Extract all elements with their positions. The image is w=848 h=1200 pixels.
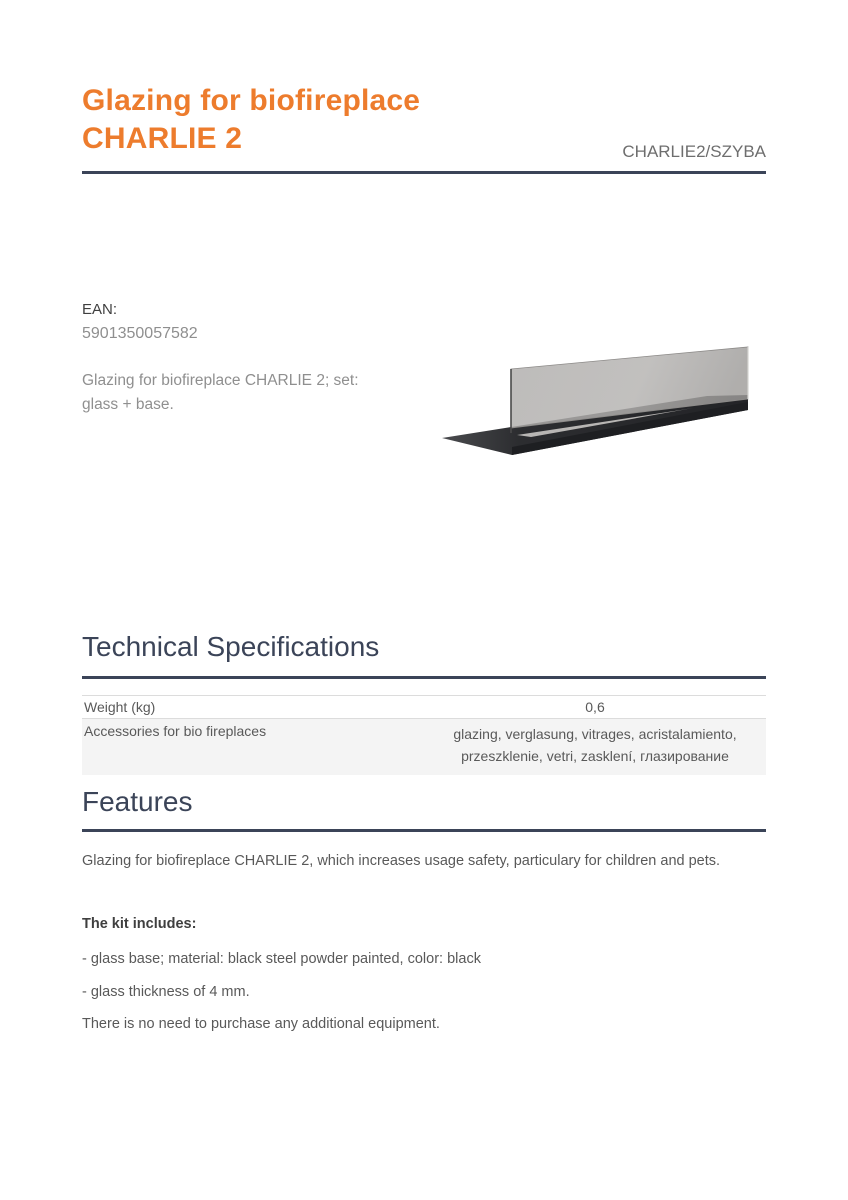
list-item: - glass thickness of 4 mm. <box>82 984 250 1000</box>
table-row <box>82 719 766 775</box>
page-title <box>82 82 420 158</box>
header-divider <box>82 171 766 174</box>
spec-value-accessories: glazing, verglasung, vitrages, acristalamiento, przeszklenie, vetri, zasklení, глазирование <box>453 726 737 764</box>
table-row <box>82 696 766 719</box>
product-description-line1: Glazing for biofireplace CHARLIE 2; set: <box>82 372 359 389</box>
product-short-description <box>82 369 412 417</box>
product-description-line2: glass + base. <box>82 396 174 413</box>
product-sku-code: CHARLIE2/SZYBA <box>622 142 766 161</box>
kit-note-text: There is no need to purchase any additional equipment. <box>82 1016 440 1032</box>
features-intro-text: Glazing for biofireplace CHARLIE 2, which increases usage safety, particulary for children and pets. <box>82 853 721 869</box>
page-title-line2: CHARLIE 2 <box>82 122 243 155</box>
ean-label: EAN: <box>82 301 118 318</box>
spec-table <box>82 695 766 775</box>
glass-panel-on-base-illustration <box>435 333 775 463</box>
features-divider <box>82 829 766 832</box>
spec-value-weight: 0,6 <box>585 699 605 715</box>
product-image <box>435 333 775 463</box>
ean-value: 5901350057582 <box>82 325 198 342</box>
technical-specifications-heading: Technical Specifications <box>82 631 380 662</box>
list-item: - glass base; material: black steel powder painted, color: black <box>82 951 481 967</box>
features-heading: Features <box>82 786 193 817</box>
spec-label-accessories: Accessories for bio fireplaces <box>84 723 267 739</box>
page-title-line1: Glazing for biofireplace <box>82 84 421 117</box>
technical-specifications-divider <box>82 676 766 679</box>
spec-label-weight: Weight (kg) <box>84 699 156 715</box>
kit-includes-heading: The kit includes: <box>82 916 197 932</box>
